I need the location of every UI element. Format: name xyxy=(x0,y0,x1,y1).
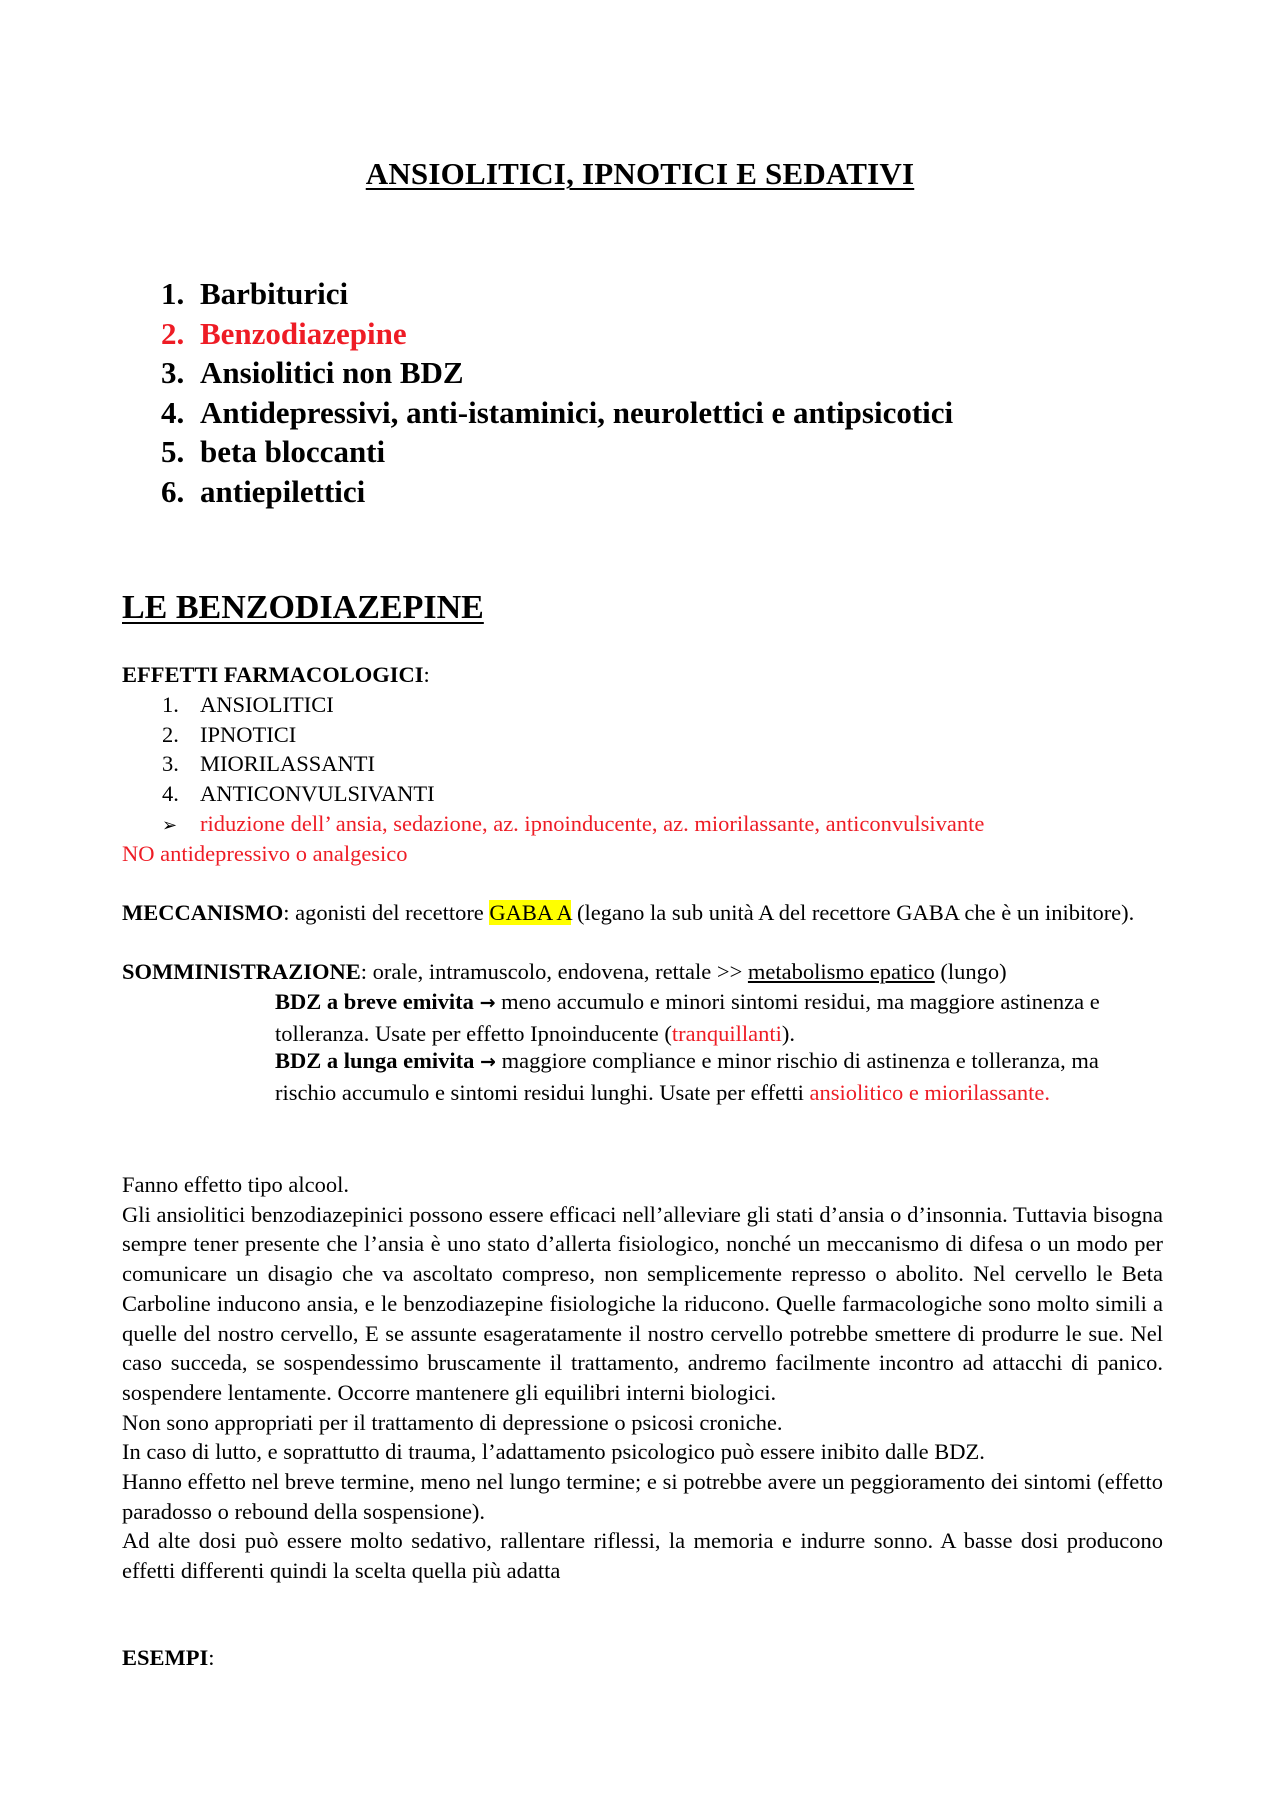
paragraph-1: Fanno effetto tipo alcool. xyxy=(122,1172,350,1197)
effect-number: 4. xyxy=(162,781,179,807)
mechanism-text-before: : agonisti del recettore xyxy=(283,900,490,925)
topic-label: Benzodiazepine xyxy=(200,315,407,351)
effect-item xyxy=(162,749,435,779)
administration-text-after: (lungo) xyxy=(934,959,1007,984)
long-half-life-label: BDZ a lunga emivita xyxy=(275,1048,475,1073)
effects-heading-label: EFFETTI FARMACOLOGICI xyxy=(122,662,424,687)
page-title: ANSIOLITICI, IPNOTICI E SEDATIVI xyxy=(365,156,915,191)
paragraph-6: Ad alte dosi può essere molto sedativo, rallentare riflessi, la memoria e indurre sonno. A basse dosi producono effetti differenti quindi la scelta quella più adatta xyxy=(122,1528,1163,1584)
effects-list xyxy=(162,690,435,809)
effect-label: ANSIOLITICI xyxy=(200,692,334,717)
topic-label: Ansiolitici non BDZ xyxy=(200,355,464,390)
paragraph-5: Hanno effetto nel breve termine, meno nel lungo termine; e si potrebbe avere un peggioramento dei sintomi (effetto paradosso o rebound della sospensione). xyxy=(122,1469,1163,1524)
topic-item xyxy=(161,432,953,472)
effect-label: IPNOTICI xyxy=(200,721,297,747)
topic-label: Barbiturici xyxy=(200,276,349,311)
short-half-life-red: tranquillanti xyxy=(671,1020,782,1046)
examples-label: ESEMPI xyxy=(122,1645,209,1670)
administration-label: SOMMINISTRAZIONE xyxy=(122,959,361,984)
long-half-life-red: ansiolitico e miorilassante. xyxy=(809,1079,1051,1105)
long-half-life-text: maggiore compliance e minor rischio di astinenza e tolleranza, ma rischio accumulo e sintomi residui lunghi. Usate per effetti xyxy=(275,1048,1099,1105)
administration-line xyxy=(122,957,1007,987)
topic-number: 3. xyxy=(161,355,185,390)
effect-label: MIORILASSANTI xyxy=(200,751,376,777)
short-half-life-text: meno accumulo e minori sintomi residui, ma maggiore astinenza e tolleranza. Usate per effetto Ipnoinducente ( xyxy=(275,989,1100,1046)
mechanism-highlight: GABA A xyxy=(489,900,572,925)
effect-number: 1. xyxy=(162,692,179,717)
effect-label: ANTICONVULSIVANTI xyxy=(200,781,435,807)
effects-heading xyxy=(122,660,430,690)
effects-summary-bullet xyxy=(162,809,984,841)
effect-item xyxy=(162,720,435,750)
mechanism-text-after: (legano la sub unità A del recettore GABA che è un inibitore). xyxy=(571,900,1135,925)
paragraph-3: Non sono appropriati per il trattamento di depressione o psicosi croniche. xyxy=(122,1409,783,1435)
topic-list xyxy=(161,274,953,511)
arrowhead-bullet-icon: ➢ xyxy=(162,815,178,836)
section-heading: LE BENZODIAZEPINE xyxy=(122,589,484,626)
paragraph-2: Gli ansiolitici benzodiazepinici possono essere efficaci nell’alleviare gli stati d’ansia o d’insonnia. Tuttavia bisogna sempre tener presente che l’ansia è uno stato d’allerta fisiologico, nonché un meccanismo di difesa o un modo per comunicare un disagio che va ascoltato compreso, non semplicemente represso o abolito. Nel cervello le Beta Carboline inducono ansia, e le benzodiazepine fisiologiche la riducono. Quelle farmacologiche sono molto simili a quelle del nostro cervello, E se assunte esageratamente il nostro cervello potrebbe smettere di produrre le sue. Nel caso succeda, se sospendessimo bruscamente il trattamento, andremo facilmente incontro ad attacchi di panico. sospendere lentamente. Occorre mantenere gli equilibri interni biologici. xyxy=(122,1201,1163,1405)
topic-number: 1. xyxy=(161,276,185,311)
topic-label: Antidepressivi, anti-istaminici, neurolettici e antipsicotici xyxy=(200,394,954,430)
topic-item xyxy=(161,353,953,393)
effect-number: 2. xyxy=(162,721,179,747)
effects-exclusion-note: NO antidepressivo o analgesico xyxy=(122,841,408,866)
topic-number: 6. xyxy=(161,473,185,509)
effects-heading-colon: : xyxy=(423,662,430,687)
topic-item xyxy=(161,274,953,314)
effect-item xyxy=(162,779,435,809)
effects-summary-text: riduzione dell’ ansia, sedazione, az. ipnoinducente, az. miorilassante, anticonvulsivante xyxy=(200,811,985,836)
topic-item xyxy=(161,393,953,433)
topic-item-highlighted xyxy=(161,314,953,354)
short-half-life-block xyxy=(275,987,1165,1048)
effect-number: 3. xyxy=(162,751,179,777)
examples-heading xyxy=(122,1643,215,1673)
effect-item xyxy=(162,690,435,720)
topic-label: beta bloccanti xyxy=(200,434,386,469)
administration-text-before: : orale, intramuscolo, endovena, rettale >> xyxy=(360,959,748,984)
right-arrow-icon: → xyxy=(479,992,496,1014)
topic-label: antiepilettici xyxy=(200,473,366,509)
topic-item xyxy=(161,472,953,512)
topic-number: 4. xyxy=(161,394,185,430)
right-arrow-icon: → xyxy=(480,1051,496,1073)
body-paragraphs xyxy=(122,1170,1163,1586)
long-half-life-block xyxy=(275,1046,1165,1107)
topic-number: 2. xyxy=(161,315,185,351)
mechanism-paragraph xyxy=(122,898,1162,928)
short-half-life-label: BDZ a breve emivita xyxy=(275,989,474,1014)
examples-colon: : xyxy=(208,1645,215,1670)
mechanism-label: MECCANISMO xyxy=(122,900,284,925)
short-half-life-end: ). xyxy=(781,1020,796,1046)
paragraph-4: In caso di lutto, e soprattutto di trauma, l’adattamento psicologico può essere inibito dalle BDZ. xyxy=(122,1439,985,1465)
topic-number: 5. xyxy=(161,434,185,469)
administration-underlined: metabolismo epatico xyxy=(747,959,935,984)
